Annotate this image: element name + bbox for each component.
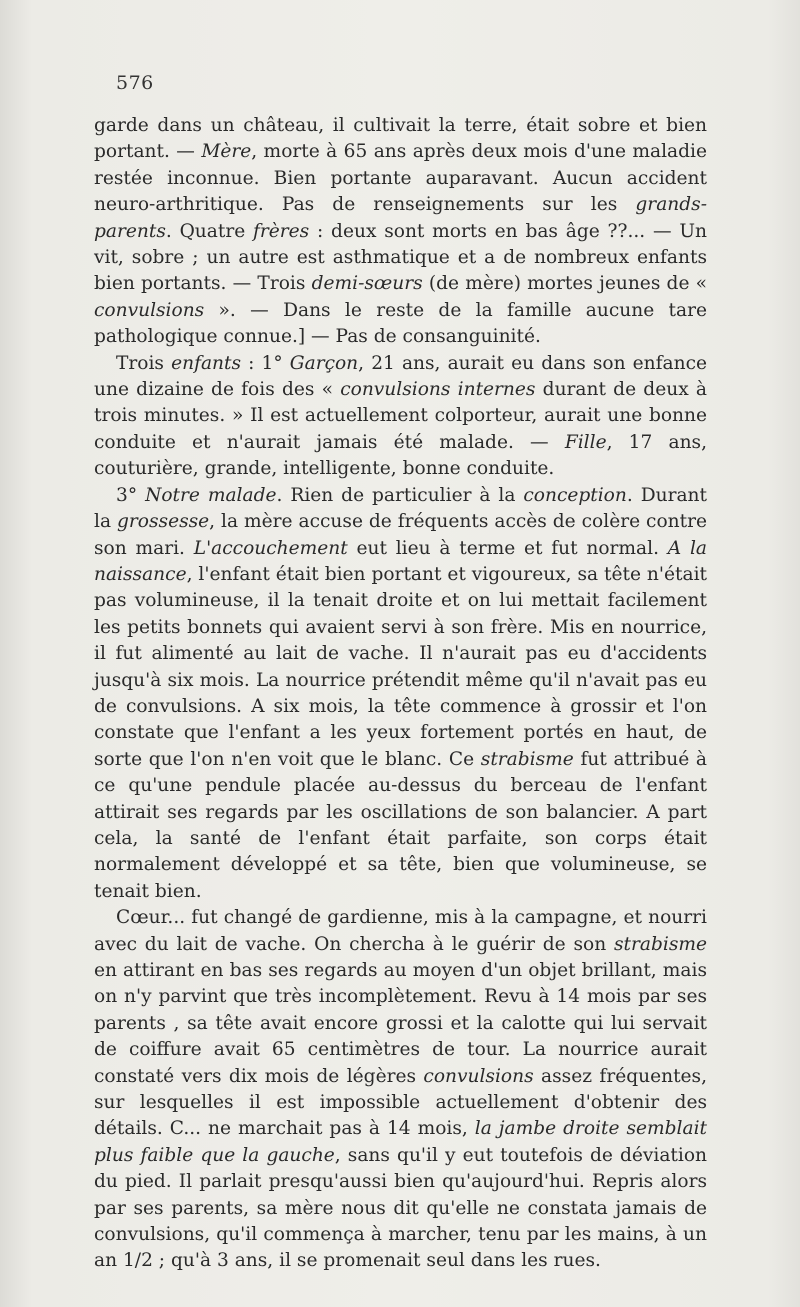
italic-run: strabisme	[480, 748, 574, 770]
italic-run: Mère	[201, 141, 252, 163]
text-run: en attirant en bas ses regards au moyen d'un objet brillant, mais on n'y parvint que très incomplètement. Revu à 14 mois par ses parents , sa tête avait encore grossi et la calotte qui lui servait de coiffure avait 65 centimètres de tour. La nourrice aurait constaté vers dix mois de légères	[94, 960, 707, 1087]
text-run: (de mère) mortes jeunes de «	[422, 273, 708, 295]
paragraph-p4	[94, 905, 707, 1275]
italic-run: Notre malade	[145, 484, 277, 506]
text-run: garde dans un château, il cultivait la terre, était sobre et bien portant. —	[94, 115, 707, 163]
italic-run: conception	[523, 484, 627, 506]
italic-run: strabisme	[613, 933, 707, 955]
text-run: durant de deux à trois minutes. » Il est actuellement colporteur, aurait une bonne conduite et n'aurait jamais été malade. —	[94, 379, 707, 453]
text-run: , la mère accuse de fréquents accès de colère contre son mari.	[94, 511, 707, 559]
text-run: . Rien de particulier à la	[276, 484, 524, 506]
text-run: Cœur... fut changé de gardienne, mis à la campagne, et nourri avec du lait de vache. On chercha à le guérir de son	[94, 907, 707, 955]
text-run: , morte à 65 ans après deux mois d'une maladie restée inconnue. Bien portante auparavant. Aucun accident neuro-arthritique. Pas de renseignements sur les	[94, 141, 707, 216]
italic-run: convulsions internes	[340, 379, 536, 401]
text-run: , 17 ans, couturière, grande, intelligente, bonne conduite.	[94, 431, 708, 480]
text-run: fut attribué à ce qu'une pendule placée au-dessus du berceau de l'enfant attirait ses regards par les oscillations de son balancier. A part cela, la santé de l'enfant était parfaite, son corps était normalement développé et sa tête, bien que volumineuse, se tenait bien.	[94, 748, 707, 902]
text-run: assez fréquentes, sur lesquelles il est impossible actuellement d'obtenir des détails. C... ne marchait pas à 14 mois,	[94, 1065, 707, 1140]
paragraph-p1	[94, 113, 707, 351]
italic-run: demi-sœurs	[311, 273, 423, 295]
italic-run: la jambe droite semblait plus faible que la gauche	[94, 1118, 708, 1166]
italic-run: grossesse	[117, 511, 210, 533]
paragraph-p2	[94, 351, 707, 483]
paragraph-p3	[94, 483, 707, 906]
italic-run: Fille	[564, 431, 607, 453]
text-run: 3°	[116, 484, 146, 506]
italic-run: convulsions	[423, 1065, 534, 1087]
text-run: Trois	[116, 352, 172, 374]
text-run: ». — Dans le reste de la famille aucune tare pathologique connue.] — Pas de consanguinité.	[94, 299, 707, 348]
italic-run: frères	[253, 220, 310, 242]
italic-run: grands-parents	[94, 194, 707, 242]
italic-run: A la naissance	[94, 537, 707, 585]
italic-run: enfants	[171, 352, 242, 374]
text-run: , 21 ans, aurait eu dans son enfance une dizaine de fois des «	[94, 352, 707, 401]
text-run: : 1°	[241, 352, 290, 374]
italic-run: L'accouchement	[193, 537, 348, 559]
body-text	[94, 113, 707, 1275]
page-number: 576	[116, 72, 154, 94]
text-run: , l'enfant était bien portant et vigoureux, sa tête n'était pas volumineuse, il la tenait droite et on lui mettait facilement les petits bonnets qui avaient servi à son frère. Mis en nourrice, il fut alimenté au lait de vache. Il n'aurait pas eu d'accidents jusqu'à six mois. La nourrice prétendit même qu'il n'avait pas eu de convulsions. A six mois, la tête commence à grossir et l'on constate que l'enfant a les yeux fortement portés en haut, de sorte que l'on n'en voit que le blanc. Ce	[94, 563, 707, 770]
text-run: : deux sont morts en bas âge ??... — Un vit, sobre ; un autre est asthmatique et a de nombreux enfants bien portants. — Trois	[94, 220, 707, 295]
text-run: , sans qu'il y eut toutefois de déviation du pied. Il parlait presqu'aussi bien qu'aujourd'hui. Repris alors par ses parents, sa mère nous dit qu'elle ne constata jamais de convulsions, qu'il commença à marcher, tenu par les mains, à un an 1/2 ; qu'à 3 ans, il se promenait seul dans les rues.	[94, 1144, 707, 1272]
text-run: . Durant la	[94, 484, 707, 533]
text-run: eut lieu à terme et fut normal.	[347, 537, 668, 559]
text-run: . Quatre	[165, 220, 254, 242]
italic-run: convulsions	[94, 299, 205, 321]
italic-run: Garçon	[289, 352, 359, 374]
